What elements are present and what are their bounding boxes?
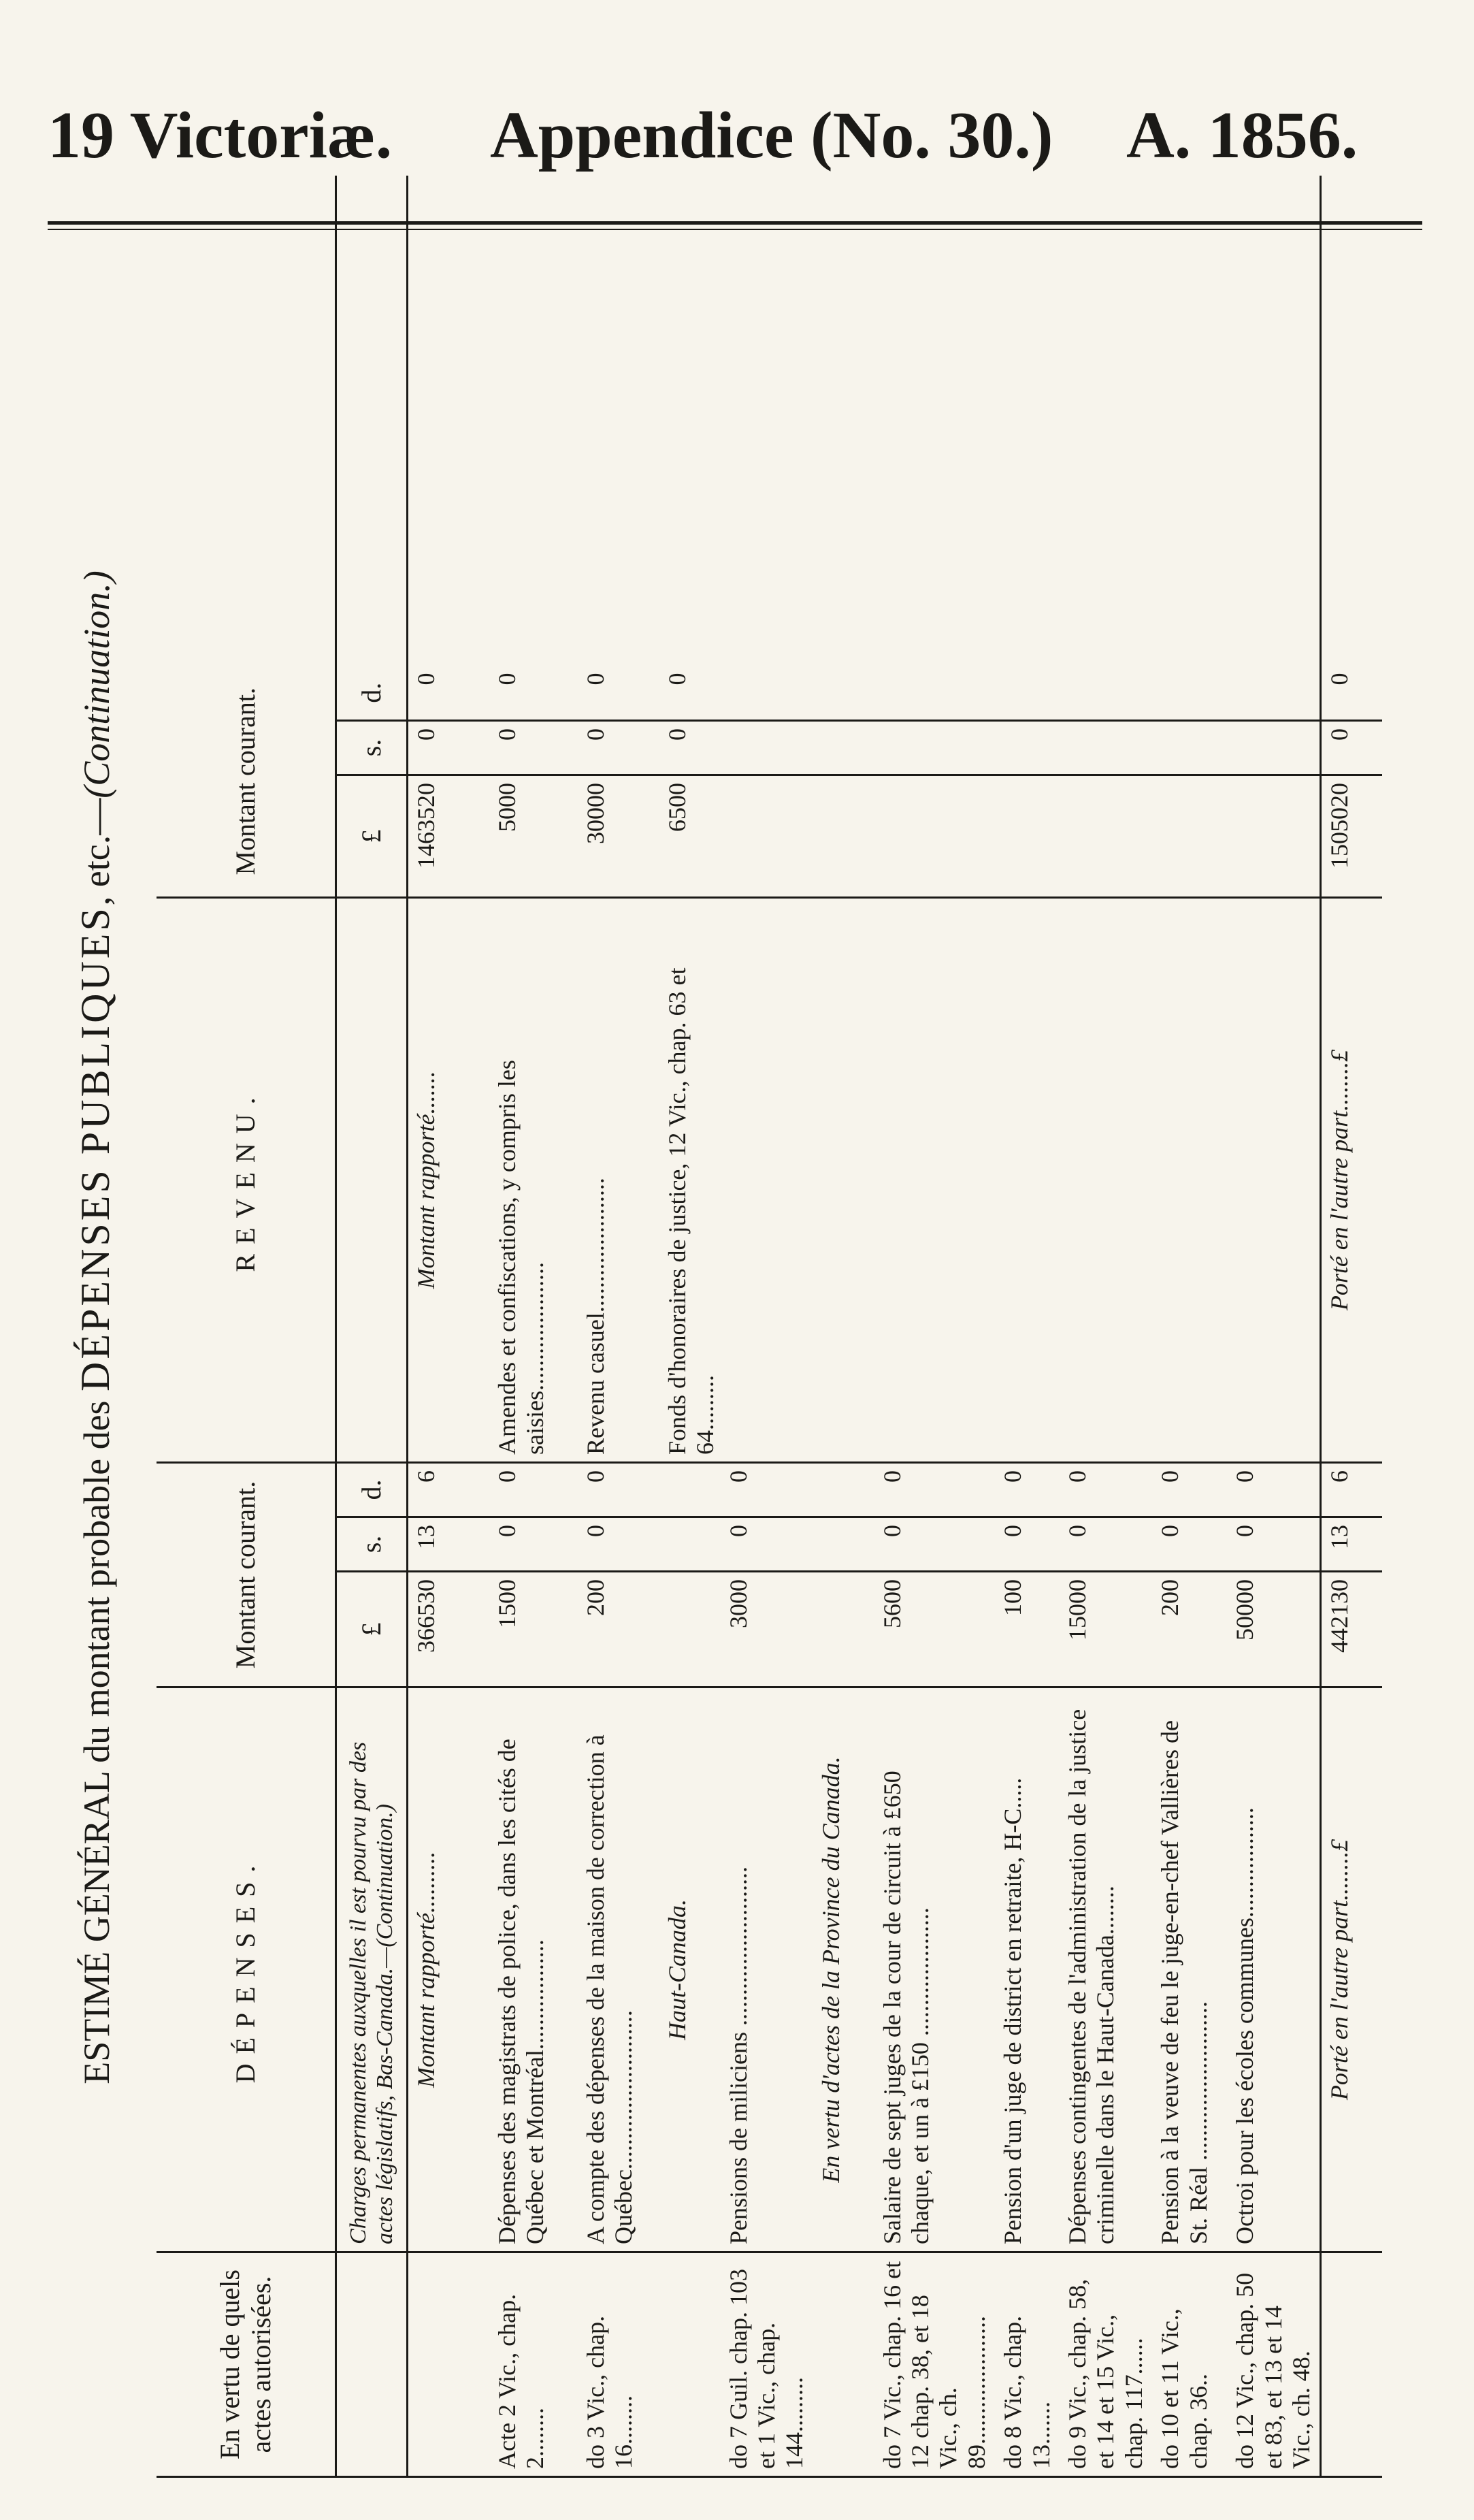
act-cell: do 10 et 11 Vic., chap. 36..	[1152, 2252, 1227, 2477]
blank-cell	[874, 176, 996, 666]
act-cell: do 3 Vic., chap. 16........	[578, 2252, 659, 2477]
amount-pounds: 200	[578, 1572, 659, 1687]
total-right-pounds: 1505020	[1321, 775, 1382, 898]
rev-pence: 0	[489, 666, 578, 721]
title-continuation: (Continuation.)	[76, 570, 117, 798]
desc-cell: Dépenses contingentes de l'administration de la justice criminelle dans le Haut-Canada........	[1060, 1687, 1152, 2252]
act-cell: do 7 Guil. chap. 103 et 1 Vic., chap. 144.........	[721, 2252, 813, 2477]
table-row	[995, 176, 1060, 2477]
blank-cell	[489, 176, 578, 666]
amount-pounds: 366530	[408, 1572, 489, 1687]
desc-cell: Pension à la veuve de feu le juge-en-chef Vallières de St. Réal ..........................	[1152, 1687, 1227, 2252]
unit-pound-1: £	[336, 1572, 408, 1687]
blank-cell	[659, 1572, 721, 1687]
blank-cell	[1152, 898, 1227, 1463]
blank-cell	[1152, 775, 1227, 898]
blank-cell	[1227, 666, 1321, 721]
blank-cell	[1060, 775, 1152, 898]
total-right-shillings: 0	[1321, 721, 1382, 775]
desc-cell: Montant rapporté..........	[408, 1687, 489, 2252]
table-row	[578, 176, 659, 2477]
amount-pence: 0	[874, 1463, 996, 1517]
rev-shillings: 0	[659, 721, 813, 775]
blank-cell	[813, 176, 874, 666]
blank-cell	[1060, 898, 1152, 1463]
act-cell	[408, 2252, 489, 2477]
blank-cell	[813, 775, 874, 898]
header-row	[157, 176, 336, 2477]
col-depenses: DÉPENSES.	[157, 1687, 336, 2252]
unit-pence-1: d.	[336, 1463, 408, 1517]
blank-cell	[1227, 721, 1321, 775]
total-right-pence: 0	[1321, 666, 1382, 721]
blank-cell	[1060, 176, 1152, 666]
table-row	[874, 176, 996, 2477]
units-blank-3	[336, 176, 408, 666]
blank-cell	[408, 176, 489, 666]
amount-shillings: 0	[721, 1517, 813, 1572]
amount-pounds: 15000	[1060, 1572, 1152, 1687]
blank-cell	[813, 898, 874, 1463]
estimate-table	[157, 176, 1382, 2478]
act-cell: Acte 2 Vic., chap. 2........	[489, 2252, 578, 2477]
desc-cell: Dépenses des magistrats de police, dans les cités de Québec et Montréal..................	[489, 1687, 578, 2252]
col-montant-depenses: Montant courant.	[157, 1463, 336, 1687]
blank-cell	[1060, 666, 1152, 721]
blank-cell	[874, 898, 996, 1463]
units-row	[336, 176, 408, 2477]
amount-pence: 0	[995, 1463, 1060, 1517]
rev-pence: 0	[408, 666, 489, 721]
act-cell: do 12 Vic., chap. 50 et 83, et 13 et 14 Vic., ch. 48.	[1227, 2252, 1321, 2477]
rev-pence: 0	[659, 666, 813, 721]
amount-pounds: 1500	[489, 1572, 578, 1687]
total-row	[1321, 176, 1382, 2477]
amount-shillings: 0	[874, 1517, 996, 1572]
blank-cell	[1227, 775, 1321, 898]
rev-pounds: 1463520	[408, 775, 489, 898]
amount-pounds: 200	[1152, 1572, 1227, 1687]
amount-shillings: 0	[995, 1517, 1060, 1572]
unit-shilling-1: s.	[336, 1517, 408, 1572]
rev-desc-cell: Montant rapporté.......	[408, 898, 489, 1463]
blank-cell	[995, 775, 1060, 898]
rev-shillings: 0	[408, 721, 489, 775]
blank-cell	[1321, 2252, 1382, 2477]
blank-cell	[813, 1572, 874, 1687]
desc-cell: Pension d'un juge de district en retraite, H-C.....	[995, 1687, 1060, 2252]
blank-cell	[813, 2252, 874, 2477]
running-header-year: A. 1856.	[1126, 99, 1358, 172]
blank-cell	[813, 666, 874, 721]
rev-pounds: 6500	[659, 775, 813, 898]
table-row	[1152, 176, 1227, 2477]
blank-cell	[874, 666, 996, 721]
blank-cell	[1060, 721, 1152, 775]
rev-shillings: 0	[489, 721, 578, 775]
amount-pounds: 100	[995, 1572, 1060, 1687]
rev-pounds: 5000	[489, 775, 578, 898]
amount-shillings: 0	[1152, 1517, 1227, 1572]
act-cell: do 8 Vic., chap. 13.......	[995, 2252, 1060, 2477]
amount-pence: 0	[721, 1463, 813, 1517]
total-left-shillings: 13	[1321, 1517, 1382, 1572]
act-cell: do 7 Vic., chap. 16 et 12 chap. 38, et 18 Vic., ch. 89.....................	[874, 2252, 996, 2477]
estimate-table-rotated	[54, 177, 1381, 2478]
subheading-row	[659, 176, 721, 2477]
blank-cell	[1152, 176, 1227, 666]
rev-desc-cell: Revenu casuel......................	[578, 898, 659, 1463]
title-emphasis: DÉPENSES PUBLIQUES	[73, 905, 118, 1391]
desc-cell: Salaire de sept juges de la cour de circuit à £650 chaque, et un à £150 .....................	[874, 1687, 996, 2252]
amount-pence: 0	[1152, 1463, 1227, 1517]
amount-pence: 0	[1060, 1463, 1152, 1517]
blank-cell	[995, 898, 1060, 1463]
rev-pence: 0	[578, 666, 659, 721]
amount-shillings: 13	[408, 1517, 489, 1572]
blank-cell	[995, 176, 1060, 666]
total-right-label: Porté en l'autre part........£	[1321, 898, 1382, 1463]
amount-pounds: 50000	[1227, 1572, 1321, 1687]
blank-cell	[659, 1463, 721, 1517]
running-header-appendix: Appendice (No. 30.)	[490, 99, 1053, 172]
table-title	[54, 177, 136, 2478]
blank-cell	[995, 666, 1060, 721]
table-row	[1060, 176, 1152, 2477]
subheading-haut-canada: Haut-Canada.	[659, 1687, 721, 2252]
total-left-pence: 6	[1321, 1463, 1382, 1517]
unit-pound-2: £	[336, 775, 408, 898]
blank-cell	[874, 775, 996, 898]
units-blank-1	[336, 2252, 408, 2477]
table-row	[408, 176, 489, 2477]
rev-pounds: 30000	[578, 775, 659, 898]
amount-pence: 0	[1227, 1463, 1321, 1517]
blank-cell	[1227, 898, 1321, 1463]
subheading-province: En vertu d'actes de la Province du Canada.	[813, 1687, 874, 2252]
total-left-label: Porté en l'autre part........£	[1321, 1687, 1382, 2252]
blank-cell	[813, 721, 874, 775]
blank-col	[157, 176, 336, 666]
desc-cell: Octroi pour les écoles communes..................	[1227, 1687, 1321, 2252]
col-montant-revenu: Montant courant.	[157, 666, 336, 898]
amount-pence: 0	[489, 1463, 578, 1517]
section-intro: Charges permanentes auxquelles il est pourvu par des actes législatifs, Bas-Canada.—(Continuation.)	[336, 1687, 408, 2252]
desc-cell: Pensions de miliciens ..........................	[721, 1687, 813, 2252]
amount-pence: 0	[578, 1463, 659, 1517]
amount-shillings: 0	[578, 1517, 659, 1572]
amount-shillings: 0	[1060, 1517, 1152, 1572]
amount-pounds: 3000	[721, 1572, 813, 1687]
blank-cell	[874, 721, 996, 775]
rev-shillings: 0	[578, 721, 659, 775]
running-header-session: 19 Victoriæ.	[48, 99, 393, 172]
blank-cell	[578, 176, 659, 666]
rev-desc-cell: Amendes et confiscations, y compris les saisies.....................	[489, 898, 578, 1463]
amount-pounds: 5600	[874, 1572, 996, 1687]
blank-cell	[813, 1463, 874, 1517]
act-cell: do 9 Vic., chap. 58, et 14 et 15 Vic., chap. 117......	[1060, 2252, 1152, 2477]
unit-shilling-2: s.	[336, 721, 408, 775]
blank-cell	[659, 2252, 721, 2477]
blank-cell	[659, 176, 813, 666]
blank-cell	[1152, 666, 1227, 721]
col-revenu: REVENU.	[157, 898, 336, 1463]
amount-pence: 6	[408, 1463, 489, 1517]
blank-cell	[813, 1517, 874, 1572]
table-row	[489, 176, 578, 2477]
units-blank-2	[336, 898, 408, 1463]
unit-pence-2: d.	[336, 666, 408, 721]
amount-shillings: 0	[489, 1517, 578, 1572]
blank-cell	[995, 721, 1060, 775]
rev-desc-cell: Fonds d'honoraires de justice, 12 Vic., chap. 63 et 64.........	[659, 898, 813, 1463]
title-prefix: ESTIMÉ GÉNÉRAL du montant probable des	[76, 1391, 117, 2084]
blank-cell	[1152, 721, 1227, 775]
blank-cell	[1227, 176, 1321, 666]
amount-shillings: 0	[1227, 1517, 1321, 1572]
blank-cell	[659, 1517, 721, 1572]
col-acts: En vertu de quels actes autorisées.	[157, 2252, 336, 2477]
blank-cell	[1321, 176, 1382, 666]
title-suffix: , etc.—	[76, 798, 117, 906]
subheading-row	[813, 176, 874, 2477]
total-left-pounds: 442130	[1321, 1572, 1382, 1687]
desc-cell: A compte des dépenses de la maison de correction à Québec..........................	[578, 1687, 659, 2252]
table-row	[1227, 176, 1321, 2477]
